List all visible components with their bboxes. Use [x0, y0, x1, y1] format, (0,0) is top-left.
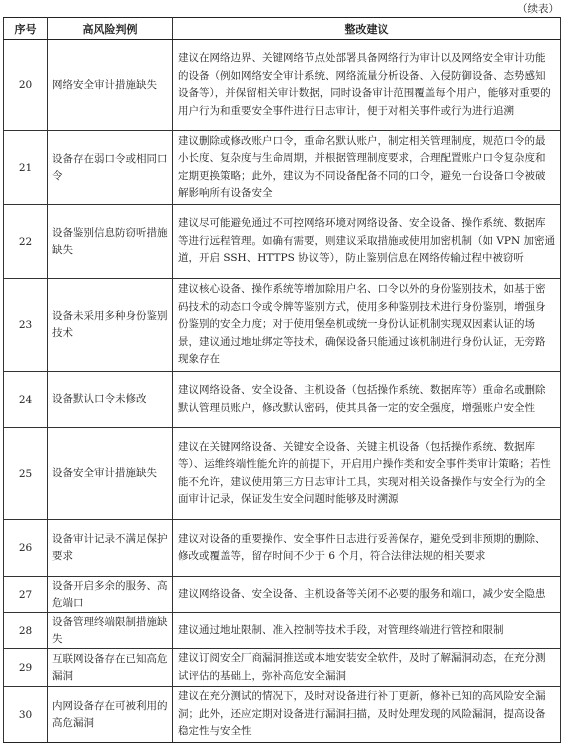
table-row: [4, 613, 561, 649]
row-suggestion: 建议核心设备、操作系统等增加除用户名、口令以外的身份鉴别技术，如基于密码技术的动态口令或令牌等鉴别方式，使用多种鉴别技术进行身份鉴别，增强身份鉴别的安全力度；对于使用堡垒机或统一身份认证机制实现双因素认证的场景，建议通过地址绑定等技术，确保设备只能通过该机制进行身份认证，无旁路现象存在: [173, 279, 561, 372]
row-no: 21: [4, 131, 48, 205]
row-risk: 设备鉴别信息防窃听措施缺失: [48, 205, 173, 279]
row-suggestion: 建议在充分测试的情况下，及时对设备进行补丁更新，修补已知的高风险安全漏洞；此外，还应定期对设备进行漏洞扫描，及时处理发现的风险漏洞，提高设备稳定性与安全性: [173, 687, 561, 743]
continuation-label: （续表）: [517, 3, 559, 15]
row-suggestion: 建议网络设备、安全设备、主机设备等关闭不必要的服务和端口，减少安全隐患: [173, 577, 561, 613]
table-row: [4, 372, 561, 428]
table-row: [4, 520, 561, 577]
row-suggestion: 建议在网络边界、关键网络节点处部署具备网络行为审计以及网络安全审计功能的设备（例如网络安全审计系统、网络流量分析设备、入侵防御设备、态势感知设备等），并保留相关审计数据，同时设备审计范围覆盖每个用户，能够对重要的用户行为和重要安全事件进行日志审计，便于对相关事件或行为进行追溯: [173, 40, 561, 131]
row-suggestion: 建议网络设备、安全设备、主机设备（包括操作系统、数据库等）重命名或删除默认管理员账户，修改默认密码，使其具备一定的安全强度，增强账户安全性: [173, 372, 561, 428]
row-no: 23: [4, 279, 48, 372]
row-risk: 互联网设备存在已知高危漏洞: [48, 649, 173, 687]
table-row: [4, 428, 561, 520]
row-risk: 内网设备存在可被利用的高危漏洞: [48, 687, 173, 743]
header-risk: 高风险判例: [48, 18, 173, 40]
table-row: [4, 131, 561, 205]
row-no: 20: [4, 40, 48, 131]
row-no: 30: [4, 687, 48, 743]
row-risk: 网络安全审计措施缺失: [48, 40, 173, 131]
row-no: 26: [4, 520, 48, 577]
row-suggestion: 建议对设备的重要操作、安全事件日志进行妥善保存，避免受到非预期的删除、修改或覆盖等，留存时间不少于 6 个月，符合法律法规的相关要求: [173, 520, 561, 577]
row-suggestion: 建议在关键网络设备、关键安全设备、关键主机设备（包括操作系统、数据库等）、运维终端性能允许的前提下，开启用户操作类和安全事件类审计策略；若性能不允许，建议使用第三方日志审计工具，实现对相关设备操作与安全行为的全面审计记录，保证发生安全问题时能够及时溯源: [173, 428, 561, 520]
table-row: [4, 649, 561, 687]
table-row: [4, 687, 561, 743]
row-suggestion: 建议订阅安全厂商漏洞推送或本地安装安全软件，及时了解漏洞动态，在充分测试评估的基础上，弥补高危安全漏洞: [173, 649, 561, 687]
row-suggestion: 建议删除或修改账户口令，重命名默认账户，制定相关管理制度，规范口令的最小长度、复杂度与生命周期，并根据管理制度要求，合理配置账户口令复杂度和定期更换策略；此外，建议为不同设备配备不同的口令，避免一台设备口令被破解影响所有设备安全: [173, 131, 561, 205]
row-risk: 设备安全审计措施缺失: [48, 428, 173, 520]
row-risk: 设备管理终端限制措施缺失: [48, 613, 173, 649]
row-suggestion: 建议通过地址限制、准入控制等技术手段，对管理终端进行管控和限制: [173, 613, 561, 649]
row-no: 25: [4, 428, 48, 520]
table-row: [4, 40, 561, 131]
row-no: 28: [4, 613, 48, 649]
table-row: [4, 577, 561, 613]
row-risk: 设备开启多余的服务、高危端口: [48, 577, 173, 613]
row-risk: 设备审计记录不满足保护要求: [48, 520, 173, 577]
row-suggestion: 建议尽可能避免通过不可控网络环境对网络设备、安全设备、操作系统、数据库等进行远程管理。如确有需要，则建议采取措施或使用加密机制（如 VPN 加密通道，开启 SSH、HTTPS 协议等），防止鉴别信息在网络传输过程中被窃听: [173, 205, 561, 279]
header-no: 序号: [4, 18, 48, 40]
row-no: 29: [4, 649, 48, 687]
header-row: [4, 18, 561, 40]
risk-table: [3, 17, 561, 743]
table-row: [4, 205, 561, 279]
row-no: 22: [4, 205, 48, 279]
row-no: 27: [4, 577, 48, 613]
row-risk: 设备未采用多种身份鉴别技术: [48, 279, 173, 372]
row-risk: 设备默认口令未修改: [48, 372, 173, 428]
row-risk: 设备存在弱口令或相同口令: [48, 131, 173, 205]
table-row: [4, 279, 561, 372]
row-no: 24: [4, 372, 48, 428]
header-suggestion: 整改建议: [173, 18, 561, 40]
